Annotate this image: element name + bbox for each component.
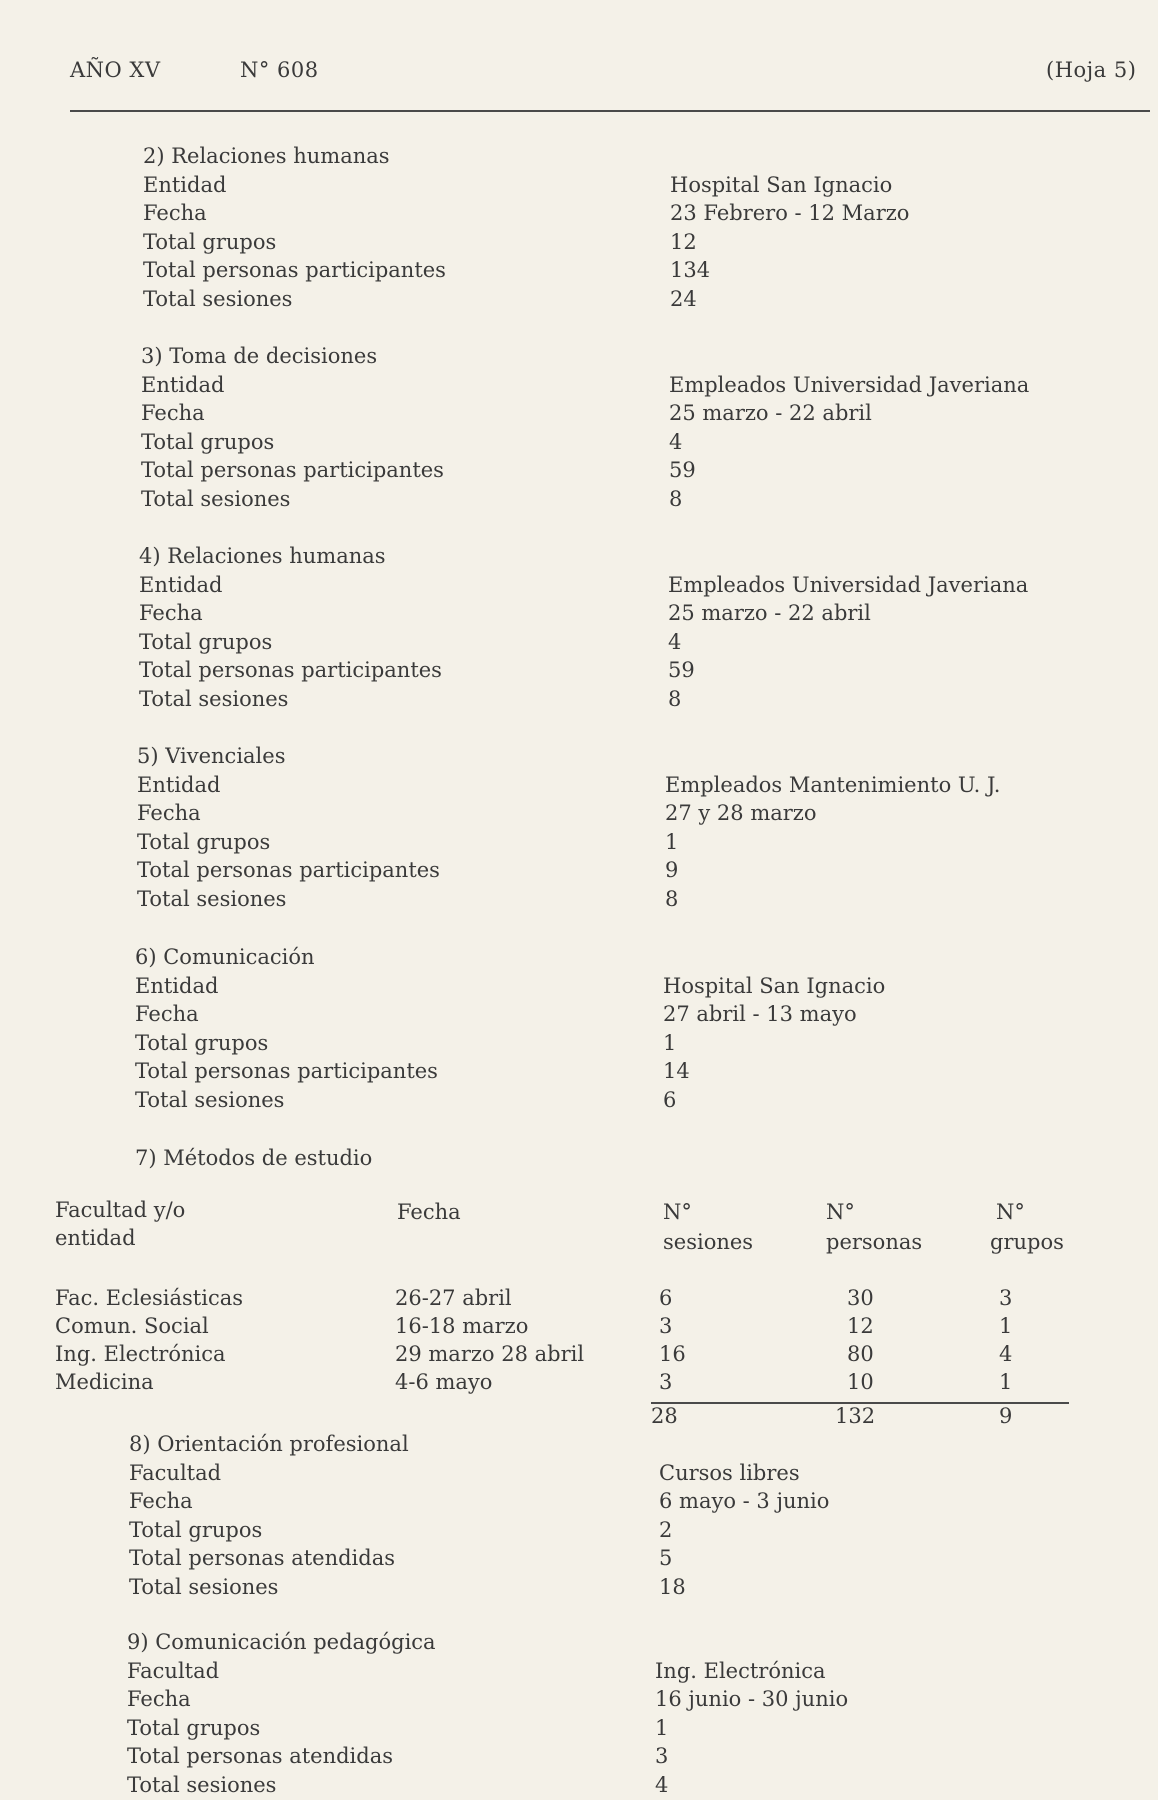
row-label: Fecha (135, 1002, 199, 1026)
table-cell-date: 26-27 abril (395, 1286, 512, 1310)
table-total-groups: 9 (999, 1404, 1013, 1428)
section-relaciones-humanas-1 (143, 142, 1133, 313)
row-value: 16 junio - 30 junio (655, 1687, 849, 1711)
row-label: Total sesiones (139, 686, 289, 711)
table-total-sessions: 28 (651, 1404, 678, 1428)
row-label: Total sesiones (135, 1087, 285, 1112)
row-value: Empleados Universidad Javeriana (668, 572, 1029, 597)
row-value: 23 Febrero - 12 Marzo (670, 201, 910, 225)
row-value: 18 (659, 1574, 686, 1599)
col-header-groups-line1: N° (996, 1200, 1025, 1224)
section-vivenciales (137, 742, 1127, 913)
row-value: 4 (669, 429, 683, 454)
section-title: 7) Métodos de estudio (135, 1146, 373, 1170)
row-value: 24 (670, 286, 697, 311)
row-value: 6 (663, 1087, 677, 1112)
row-label: Total grupos (135, 1030, 269, 1055)
row-value: 1 (663, 1030, 677, 1055)
section-metodos-de-estudio (135, 1144, 735, 1173)
section-comunicacion (135, 943, 1125, 1114)
row-label: Entidad (135, 973, 219, 998)
row-value: 59 (669, 458, 696, 482)
section-title: 2) Relaciones humanas (143, 144, 390, 168)
col-header-groups-line2: grupos (990, 1230, 1064, 1254)
row-value: Empleados Mantenimiento U. J. (665, 772, 1001, 797)
row-label: Fecha (141, 401, 205, 425)
row-label: Total personas atendidas (127, 1744, 394, 1768)
row-value: 12 (670, 229, 697, 254)
col-header-date: Fecha (397, 1200, 461, 1224)
row-value: 59 (668, 658, 695, 682)
table-cell-entity: Ing. Electrónica (55, 1342, 226, 1366)
section-toma-de-decisiones (141, 342, 1131, 513)
table-cell-entity: Comun. Social (55, 1314, 209, 1338)
row-value: Hospital San Ignacio (670, 172, 893, 197)
row-label: Fecha (127, 1687, 191, 1711)
table-cell-groups: 3 (999, 1286, 1013, 1310)
header-rule (70, 110, 1150, 112)
row-value: 4 (655, 1772, 669, 1797)
row-label: Entidad (143, 172, 227, 197)
row-value: 2 (659, 1517, 673, 1542)
section-title: 6) Comunicación (135, 945, 315, 969)
table-cell-people: 10 (847, 1370, 874, 1394)
row-value: 25 marzo - 22 abril (668, 601, 871, 625)
row-value: 6 mayo - 3 junio (659, 1489, 830, 1513)
row-label: Fecha (139, 601, 203, 625)
row-value: 14 (663, 1059, 690, 1083)
header-sheet: (Hoja 5) (1046, 58, 1137, 82)
section-orientacion-profesional (129, 1430, 1119, 1601)
row-value: 3 (655, 1744, 669, 1768)
col-header-sessions-line2: sesiones (663, 1230, 754, 1254)
row-value: 8 (668, 686, 682, 711)
row-label: Total grupos (141, 429, 275, 454)
table-cell-sessions: 3 (659, 1370, 673, 1394)
row-label: Fecha (137, 801, 201, 825)
row-label: Total sesiones (141, 486, 291, 511)
section-title: 3) Toma de decisiones (141, 344, 378, 368)
row-value: 27 abril - 13 mayo (663, 1002, 857, 1026)
row-value: Hospital San Ignacio (663, 973, 886, 998)
table-cell-entity: Fac. Eclesiásticas (55, 1286, 244, 1310)
row-value: 5 (659, 1546, 673, 1570)
row-label: Total personas participantes (135, 1059, 438, 1083)
table-total-people: 132 (835, 1404, 876, 1428)
row-label: Total grupos (139, 629, 273, 654)
header-year: AÑO XV (70, 58, 161, 82)
col-header-sessions-line1: N° (663, 1200, 692, 1224)
table-cell-sessions: 3 (659, 1314, 673, 1338)
section-title: 8) Orientación profesional (129, 1432, 409, 1456)
row-label: Fecha (129, 1489, 193, 1513)
table-cell-people: 80 (847, 1342, 874, 1366)
section-title: 9) Comunicación pedagógica (127, 1630, 436, 1654)
row-label: Entidad (137, 772, 221, 797)
table-cell-people: 30 (847, 1286, 874, 1310)
row-value: 1 (665, 829, 679, 854)
row-label: Total personas participantes (141, 458, 444, 482)
section-relaciones-humanas-2 (139, 542, 1129, 713)
row-label: Fecha (143, 201, 207, 225)
row-label: Total grupos (143, 229, 277, 254)
row-label: Total sesiones (129, 1574, 279, 1599)
table-cell-date: 4-6 mayo (395, 1370, 493, 1394)
row-value: 1 (655, 1715, 669, 1740)
row-label: Total sesiones (143, 286, 293, 311)
row-value: 4 (668, 629, 682, 654)
row-value: 8 (665, 886, 679, 911)
row-label: Total sesiones (137, 886, 287, 911)
section-comunicacion-pedagogica (127, 1628, 1117, 1799)
row-value: 9 (665, 858, 679, 882)
row-label: Total personas atendidas (129, 1546, 396, 1570)
section-title: 4) Relaciones humanas (139, 544, 386, 568)
col-header-people-line2: personas (826, 1230, 923, 1254)
col-header-entity-line2: entidad (55, 1226, 136, 1250)
table-cell-date: 29 marzo 28 abril (395, 1342, 585, 1366)
row-label: Entidad (139, 572, 223, 597)
row-label: Total personas participantes (137, 858, 440, 882)
table-cell-sessions: 16 (659, 1342, 686, 1366)
table-cell-sessions: 6 (659, 1286, 673, 1310)
row-value: 134 (670, 258, 711, 282)
row-value: Cursos libres (659, 1460, 800, 1485)
row-label: Facultad (127, 1658, 220, 1683)
table-cell-date: 16-18 marzo (395, 1314, 529, 1338)
col-header-entity-line1: Facultad y/o (55, 1198, 186, 1222)
row-value: 27 y 28 marzo (665, 801, 817, 825)
row-label: Total sesiones (127, 1772, 277, 1797)
row-value: Empleados Universidad Javeriana (669, 372, 1030, 397)
row-value: Ing. Electrónica (655, 1658, 826, 1683)
table-cell-people: 12 (847, 1314, 874, 1338)
row-value: 25 marzo - 22 abril (669, 401, 872, 425)
row-label: Facultad (129, 1460, 222, 1485)
section-title: 5) Vivenciales (137, 744, 286, 768)
row-label: Total grupos (137, 829, 271, 854)
table-cell-groups: 1 (999, 1370, 1013, 1394)
table-cell-groups: 4 (999, 1342, 1013, 1366)
row-label: Total grupos (129, 1517, 263, 1542)
col-header-people-line1: N° (826, 1200, 855, 1224)
row-label: Total personas participantes (143, 258, 446, 282)
table-cell-groups: 1 (999, 1314, 1013, 1338)
row-label: Total grupos (127, 1715, 261, 1740)
row-label: Total personas participantes (139, 658, 442, 682)
row-label: Entidad (141, 372, 225, 397)
row-value: 8 (669, 486, 683, 511)
header-number: N° 608 (240, 58, 319, 82)
table-cell-entity: Medicina (55, 1370, 154, 1394)
